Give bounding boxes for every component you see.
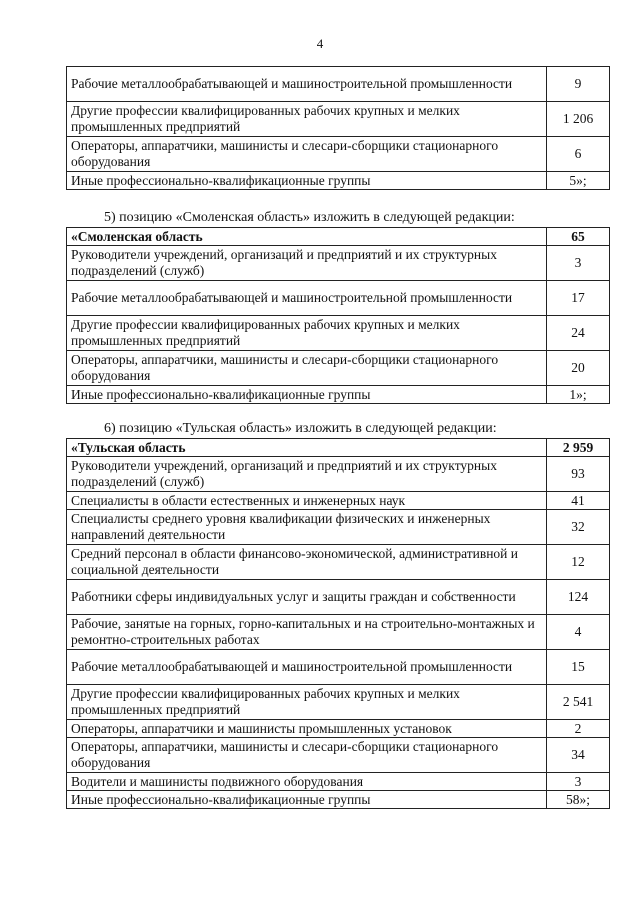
row-name: Руководители учреждений, организаций и предприятий и их структурных подразделений (служб) [67,246,547,281]
row-value: 12 [547,545,610,580]
table-row [67,791,610,809]
table-row [67,545,610,580]
table-row [67,615,610,650]
table-row [67,386,610,404]
table-row [67,457,610,492]
table-row [67,720,610,738]
table-tula [66,438,610,809]
row-value: 2 541 [547,685,610,720]
table-row [67,510,610,545]
table-row [67,773,610,791]
table-header-row [67,228,610,246]
row-value: 20 [547,351,610,386]
row-name: Операторы, аппаратчики, машинисты и слесари-сборщики стационарного оборудования [67,351,547,386]
section-5-intro: 5) позицию «Смоленская область» изложить в следующей редакции: [104,210,515,225]
row-name: Операторы, аппаратчики и машинисты промышленных установок [67,720,547,738]
table-row [67,246,610,281]
row-name: Другие профессии квалифицированных рабочих крупных и мелких промышленных предприятий [67,102,547,137]
table-row [67,580,610,615]
page-number: 4 [316,36,324,51]
table-continuation [66,66,610,190]
row-value: 41 [547,492,610,510]
row-value: 1 206 [547,102,610,137]
table-smolensk [66,227,610,404]
row-value: 9 [547,67,610,102]
row-value: 124 [547,580,610,615]
table-row [67,351,610,386]
table-row [67,281,610,316]
row-value: 6 [547,137,610,172]
row-name: Другие профессии квалифицированных рабочих крупных и мелких промышленных предприятий [67,316,547,351]
row-name: Средний персонал в области финансово-экономической, административной и социальной деятельности [67,545,547,580]
row-value: 93 [547,457,610,492]
row-name: Рабочие металлообрабатывающей и машиностроительной промышленности [67,67,547,102]
row-name: Другие профессии квалифицированных рабочих крупных и мелких промышленных предприятий [67,685,547,720]
row-name: Операторы, аппаратчики, машинисты и слесари-сборщики стационарного оборудования [67,738,547,773]
row-value: 34 [547,738,610,773]
row-value: 4 [547,615,610,650]
row-value: 5»; [547,172,610,190]
row-value: 24 [547,316,610,351]
row-value: 15 [547,650,610,685]
row-name: Специалисты среднего уровня квалификации физических и инженерных направлений деятельности [67,510,547,545]
row-value: 3 [547,773,610,791]
table-row [67,137,610,172]
row-value: 3 [547,246,610,281]
table-row [67,172,610,190]
table-row [67,67,610,102]
table-row [67,102,610,137]
row-name: Рабочие, занятые на горных, горно-капитальных и на строительно-монтажных и ремонтно-строительных работах [67,615,547,650]
row-name: Работники сферы индивидуальных услуг и защиты граждан и собственности [67,580,547,615]
region-total: 65 [547,228,610,246]
row-value: 58»; [547,791,610,809]
row-name: Рабочие металлообрабатывающей и машиностроительной промышленности [67,281,547,316]
row-value: 2 [547,720,610,738]
table-row [67,316,610,351]
table-row [67,492,610,510]
section-6-intro: 6) позицию «Тульская область» изложить в следующей редакции: [104,421,497,436]
table-header-row [67,439,610,457]
row-name: Рабочие металлообрабатывающей и машиностроительной промышленности [67,650,547,685]
row-name: Иные профессионально-квалификационные группы [67,172,547,190]
row-name: Специалисты в области естественных и инженерных наук [67,492,547,510]
table-row [67,650,610,685]
region-name: «Смоленская область [67,228,547,246]
row-name: Операторы, аппаратчики, машинисты и слесари-сборщики стационарного оборудования [67,137,547,172]
row-name: Руководители учреждений, организаций и предприятий и их структурных подразделений (служб) [67,457,547,492]
row-name: Иные профессионально-квалификационные группы [67,791,547,809]
row-value: 1»; [547,386,610,404]
region-total: 2 959 [547,439,610,457]
row-name: Иные профессионально-квалификационные группы [67,386,547,404]
region-name: «Тульская область [67,439,547,457]
row-name: Водители и машинисты подвижного оборудования [67,773,547,791]
row-value: 32 [547,510,610,545]
table-row [67,738,610,773]
row-value: 17 [547,281,610,316]
table-row [67,685,610,720]
